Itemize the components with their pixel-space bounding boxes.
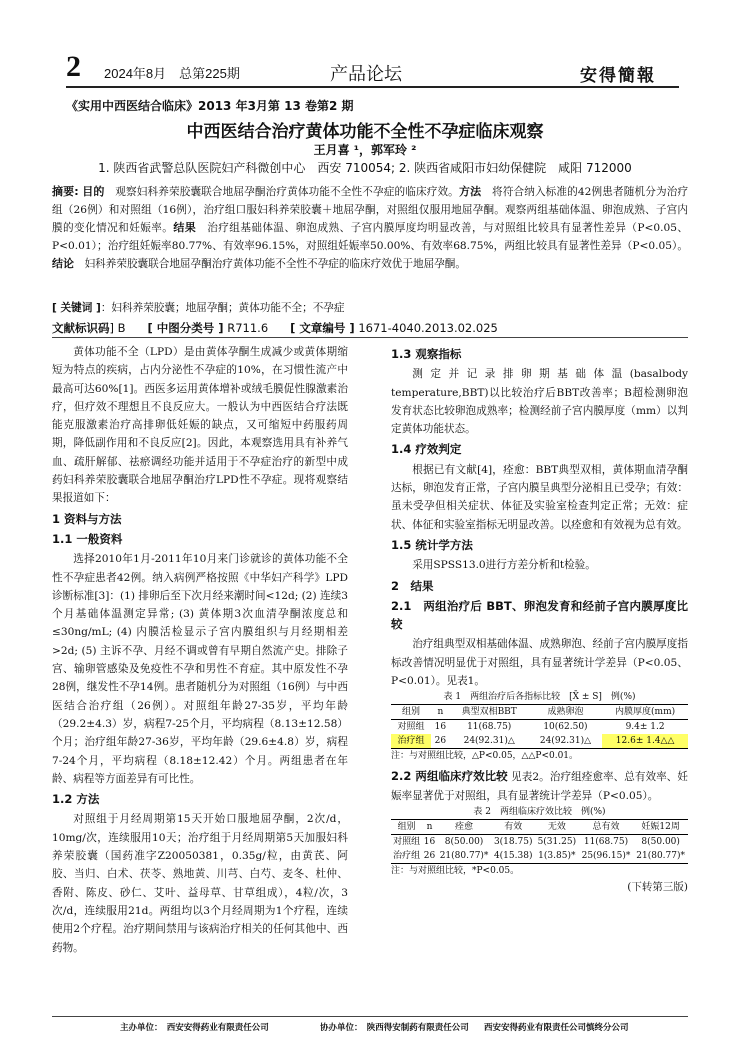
heading-1-3: 1.3 观察指标 (391, 347, 462, 361)
general-data-paragraph: 选择2010年1月-2011年10月来门诊就诊的黄体功能不全性不孕症患者42例。纳入病例严格按照《中华妇产科学》LPD诊断标准[3]：(1) 排卵后至下次月经来潮时间<12d; (2) 连续3个月基础体温测定异常; (3) 黄体期3次血清孕酮浓度总和≤30ng/mL; (4) 内膜活检显示子宫内膜组织与月经期相差>2d; (5) 主诉不孕、月经不调或曾有早期自然流产史。排除子宫、输卵管感染及免疫性不孕和男性不育症。其中原发性不孕28例，继发性不孕14例。患者随机分为对照组（16例）与中西医结合治疗组（26例）。对照组年龄27-35岁，平均年龄（29.2±4.3）岁，病程7-25个月，平均病程（8.13±12.58）个月；治疗组年龄27-36岁，平均年龄（29.6±4.8）岁，病程7-24个月，平均病程（8.18±12.42）个月。两组患者在年龄、病程等方面差异有可比性。 (52, 553, 348, 785)
table-row: 治疗组 26 24(92.31)△ 24(92.31)△ 12.6± 1.4△△ (391, 734, 688, 749)
page-number: 2 (66, 50, 81, 83)
method-paragraph: 对照组于月经周期第15天开始口服地屈孕酮，2次/d，10mg/次，连续服用10天；治疗组于月经周期第5天加服妇科养荣胶囊（国药准字Z20050381，0.35g/粒，由黄芪、阿胶、当归、白术、茯苓、熟地黄、川芎、白芍、麦冬、杜仲、香附、陈皮、砂仁、艾叶、益母草、甘草组成），4粒/次，3次/d，连续服用21d。两组均以3个月经周期为1个疗程，连续使用2个疗程。治疗期间禁用与该病治疗相关的任何其他中、西药物。 (52, 813, 348, 954)
header-rule (66, 86, 679, 88)
source-citation: 《实用中西医结合临床》2013 年3月第 13 卷第2 期 (66, 99, 354, 113)
left-column (52, 343, 348, 957)
article-ids: 文献标识码] B [ 中图分类号 ] R711.6 [ 文章编号 ] 1671-4040.2013.02.025 (52, 321, 498, 335)
table1-header: 内膜厚度(mm) (602, 705, 688, 720)
table1-header: 组别 (391, 705, 431, 720)
table2-caption: 表 2 两组临床疗效比较 例(%) (473, 806, 606, 817)
stats-paragraph: 采用SPSS13.0进行方差分析和t检验。 (412, 559, 596, 572)
table-row: 治疗组 26 21(80.77)* 4(15.38) 1(3.85)* 25(96.15)* 21(80.77)* (391, 849, 688, 864)
table1-caption: 表 1 两组治疗后各指标比较 [X̄ ± S] 例(%) (443, 692, 636, 703)
table2: 组别 n 痊愈 有效 无效 总有效 妊娠12周 对照组 16 8(50.00) 3(18.75) 5(31.25) 11(68.75) 8(50.00) 治疗组 26 21(80.77)* 4(15.38) 1(3.85)* 25(96.15)* 21(80.77)* (391, 819, 688, 864)
heading-1-5: 1.5 统计学方法 (391, 537, 473, 552)
authors: 王月喜 ¹，郭军玲 ² (313, 143, 417, 157)
heading-2-2: 2.2 两组临床疗效比较 (391, 769, 508, 784)
abstract-rule (52, 337, 688, 338)
continued-note: (下转第三版) (627, 880, 688, 893)
result-2-paragraph: 见表2。治疗组痊愈率、总有效率、妊娠率显著优于对照组，具有显著统计学差异（P<0.05）。 (391, 771, 688, 802)
article-title: 中西医结合治疗黄体功能不全性不孕症临床观察 (186, 122, 544, 142)
table1 (391, 704, 688, 749)
footer-rule (52, 1016, 688, 1017)
abstract: 摘要: 目的 观察妇科养荣胶囊联合地屈孕酮治疗黄体功能不全性不孕症的临床疗效。方法 将符合纳入标准的42例患者随机分为治疗组（26例）和对照组（16例），治疗组口服妇科养荣胶囊＋地屈孕酮，对照组仅服用地屈孕酮。观察两组基础体温、卵泡成熟、子宫内膜的变化情况和妊娠率。结果 治疗组基础体温、卵泡成熟、子宫内膜厚度均明显改善，与对照组比较具有显著性差异（P<0.05、P<0.01）；治疗组妊娠率80.77%、有效率96.15%，对照组妊娠率50.00%、有效率68.75%，两组比较具有显著性差异（P<0.05）。结论 妇科养荣胶囊联合地屈孕酮治疗黄体功能不全性不孕症的临床疗效优于地屈孕酮。 (52, 185, 689, 270)
footer-co: 协办单位： 陕西得安制药有限责任公司 (320, 1023, 469, 1033)
footer-other: 西安安得药业有限责任公司慎终分公司 (484, 1023, 629, 1033)
table1-header: 典型双相BBT (450, 705, 529, 720)
table1-header: n (431, 705, 450, 720)
heading-1-2: 1.2 方法 (52, 792, 100, 807)
footer-host: 主办单位： 西安安得药业有限责任公司 (120, 1023, 269, 1033)
right-column (391, 343, 688, 896)
heading-2: 2 结果 (391, 578, 434, 593)
heading-1-4: 1.4 疗效判定 (391, 442, 462, 457)
affiliations: 1. 陕西省武警总队医院妇产科微创中心 西安 710054; 2. 陕西省咸阳市妇幼保健院 咸阳 712000 (98, 161, 632, 175)
section-title: 产品论坛 (330, 64, 402, 85)
brand-logo: 安得簡報 (580, 66, 656, 86)
indicators-paragraph: 测定并记录排卵期基础体温(basalbody temperature,BBT)以比较治疗后BBT改善率；B超检测卵泡发育状态比较卵泡成熟率；检测经前子宫内膜厚度（mm）以判定黄体功能状态。 (391, 368, 688, 436)
heading-1-1: 1.1 一般资料 (52, 531, 123, 546)
heading-1: 1 资料与方法 (52, 511, 122, 526)
heading-2-1: 2.1 两组治疗后 BBT、卵泡发育和经前子宫内膜厚度比较 (391, 598, 688, 632)
intro-paragraph: 黄体功能不全（LPD）是由黄体孕酮生成减少或黄体期缩短为特点的疾病，占内分泌性不孕症的10%，在习惯性流产中最高可达60%[1]。西医多运用黄体增补或绒毛膜促性腺激素治疗，但疗效不理想且不良反应大。一般认为中西医结合疗法既能克服激素治疗高排卵低妊娠的缺点，又可缩短中药服药周期，降低副作用和不良反应[2]。因此，本观察选用具有补养气血、疏肝解郁、祛瘀调经功能并适用于不孕症治疗的新型中成药妇科养荣胶囊联合地屈孕酮治疗LPD性不孕症。现将观察结果报道如下： (52, 346, 348, 505)
table1-header: 成熟卵泡 (529, 705, 602, 720)
table-row: 对照组 16 8(50.00) 3(18.75) 5(31.25) 11(68.75) 8(50.00) (393, 836, 680, 847)
efficacy-paragraph: 根据已有文献[4]，痊愈：BBT典型双相，黄体期血清孕酮达标，卵泡发育正常，子宫内膜呈典型分泌相且已受孕；有效：虽未受孕但相关症状、体征及实验室检查判定正常；无效：症状、体征和实验室指标无明显改善。以痊愈和有效视为总有效。 (391, 463, 688, 531)
result-1-paragraph: 治疗组典型双相基础体温、成熟卵泡、经前子宫内膜厚度指标改善情况明显优于对照组，具有显著统计学差异（P<0.05、P<0.01）。见表1。 (391, 638, 688, 688)
table-row: 对照组 16 11(68.75) 10(62.50) 9.4± 1.2 (397, 722, 665, 733)
table2-note: 注：与对照组比较，*P<0.05。 (391, 865, 520, 876)
table1-note: 注：与对照组比较，△P<0.05，△△P<0.01。 (391, 751, 579, 762)
keywords: [ 关键词 ]：妇科养荣胶囊；地屈孕酮；黄体功能不全；不孕症 (52, 302, 345, 314)
issue-info: 2024年8月 总第225期 (104, 66, 240, 81)
